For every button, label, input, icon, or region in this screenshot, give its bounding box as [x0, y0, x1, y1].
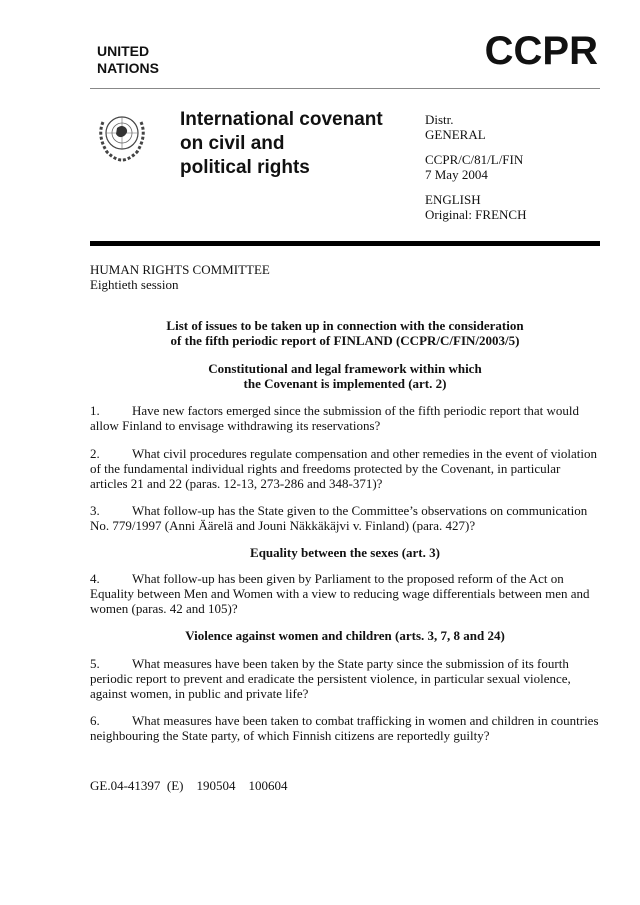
- title-line: political rights: [180, 157, 310, 178]
- heading-line: Equality between the sexes (art. 3): [250, 545, 440, 560]
- section-heading-framework: [90, 361, 600, 391]
- paragraph-line: against women, in public and private life?: [90, 686, 309, 701]
- paragraph-number: 5.: [90, 656, 100, 671]
- distr-label: Distr.: [425, 112, 454, 127]
- paragraph-6: [90, 713, 599, 743]
- paragraph-number: 2.: [90, 446, 100, 461]
- paragraph-line: No. 779/1997 (Anni Äärelä and Jouni Näkkäkäjvi v. Finland) (para. 427)?: [90, 518, 476, 533]
- heading-line: of the fifth periodic report of FINLAND (CCPR/C/FIN/2003/5): [170, 333, 520, 348]
- paragraph-number: 3.: [90, 503, 100, 518]
- session: Eightieth session: [90, 277, 179, 292]
- paragraph-line: Equality between Men and Women with a view to reducing wage differentials between men and: [90, 586, 590, 601]
- paragraph-line: What measures have been taken to combat trafficking in women and children in countries: [132, 713, 599, 728]
- document-code: CCPR: [484, 29, 598, 73]
- language: ENGLISH: [425, 192, 481, 207]
- paragraph-line: What follow-up has the State given to the Committee’s observations on communication: [132, 503, 588, 518]
- top-rule: [90, 88, 600, 89]
- paragraph-line: women (paras. 42 and 105)?: [90, 601, 238, 616]
- heading-line: Constitutional and legal framework within which: [208, 361, 482, 376]
- heading-line: Violence against women and children (arts. 3, 7, 8 and 24): [185, 628, 505, 643]
- paragraph-line: What civil procedures regulate compensation and other remedies in the event of violation: [132, 446, 597, 461]
- document-symbol: CCPR/C/81/L/FIN: [425, 152, 524, 167]
- paragraph-line: What measures have been taken by the State party since the submission of its fourth: [132, 656, 569, 671]
- document-date: 7 May 2004: [425, 167, 488, 182]
- heading-line: the Covenant is implemented (art. 2): [243, 376, 447, 391]
- paragraph-number: 6.: [90, 713, 100, 728]
- paragraph-number: 4.: [90, 571, 100, 586]
- paragraph-line: allow Finland to envisage withdrawing its reservations?: [90, 418, 381, 433]
- paragraph-4: [90, 571, 590, 616]
- committee-name: HUMAN RIGHTS COMMITTEE: [90, 262, 270, 277]
- section-heading-equality: [90, 545, 600, 560]
- title-line: International covenant: [180, 109, 383, 130]
- original-language: Original: FRENCH: [425, 207, 527, 222]
- title-line: on civil and: [180, 133, 285, 154]
- paragraph-line: neighbouring the State party, of which Finnish citizens are reportedly guilty?: [90, 728, 490, 743]
- org-line: NATIONS: [97, 60, 159, 76]
- paragraph-3: [90, 503, 587, 533]
- paragraph-1: [90, 403, 579, 433]
- paragraph-line: What follow-up has been given by Parliament to the proposed reform of the Act on: [132, 571, 564, 586]
- footer-text: GE.04-41397 (E) 190504 100604: [90, 778, 288, 793]
- org-name: [97, 43, 159, 77]
- footer-job-number: [90, 778, 288, 793]
- paragraph-2: [90, 446, 597, 491]
- document-title: [180, 108, 383, 180]
- org-line: UNITED: [97, 43, 150, 59]
- paragraph-5: [90, 656, 571, 701]
- heading-line: List of issues to be taken up in connection with the consideration: [166, 318, 524, 333]
- distr-value: GENERAL: [425, 127, 486, 142]
- paragraph-number: 1.: [90, 403, 100, 418]
- paragraph-line: periodic report to prevent and eradicate the persistent violence, in particular sexual violence,: [90, 671, 571, 686]
- thick-rule: [90, 241, 600, 246]
- committee-info: [90, 262, 270, 292]
- paragraph-line: Have new factors emerged since the submission of the fifth periodic report that would: [132, 403, 580, 418]
- un-emblem-icon: [95, 108, 149, 162]
- section-heading-violence: [90, 628, 600, 643]
- paragraph-line: articles 21 and 22 (paras. 12-13, 273-286 and 348-371)?: [90, 476, 383, 491]
- paragraph-line: of the fundamental individual rights and freedoms protected by the Covenant, in particular: [90, 461, 561, 476]
- main-heading: [90, 318, 600, 348]
- distribution-info: [425, 112, 526, 222]
